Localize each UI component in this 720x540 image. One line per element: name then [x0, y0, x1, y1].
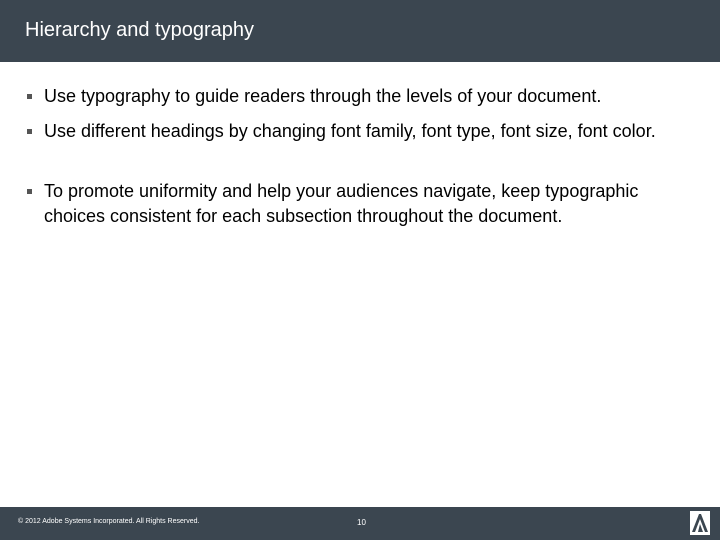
adobe-logo-icon	[690, 511, 710, 535]
bullet-text: Use typography to guide readers through the levels of your document.	[44, 86, 602, 106]
square-bullet-icon	[27, 129, 32, 134]
square-bullet-icon	[27, 94, 32, 99]
page-number: 10	[357, 518, 366, 527]
footer-bar	[0, 507, 720, 540]
bullet-text: To promote uniformity and help your audiences navigate, keep typographic choices consistent for each subsection throughout the document.	[44, 181, 639, 226]
square-bullet-icon	[27, 189, 32, 194]
bullet-text: Use different headings by changing font family, font type, font size, font color.	[44, 121, 656, 141]
copyright-notice: © 2012 Adobe Systems Incorporated. All Rights Reserved.	[18, 518, 200, 525]
title-bar	[0, 0, 720, 62]
slide-title: Hierarchy and typography	[25, 19, 255, 41]
